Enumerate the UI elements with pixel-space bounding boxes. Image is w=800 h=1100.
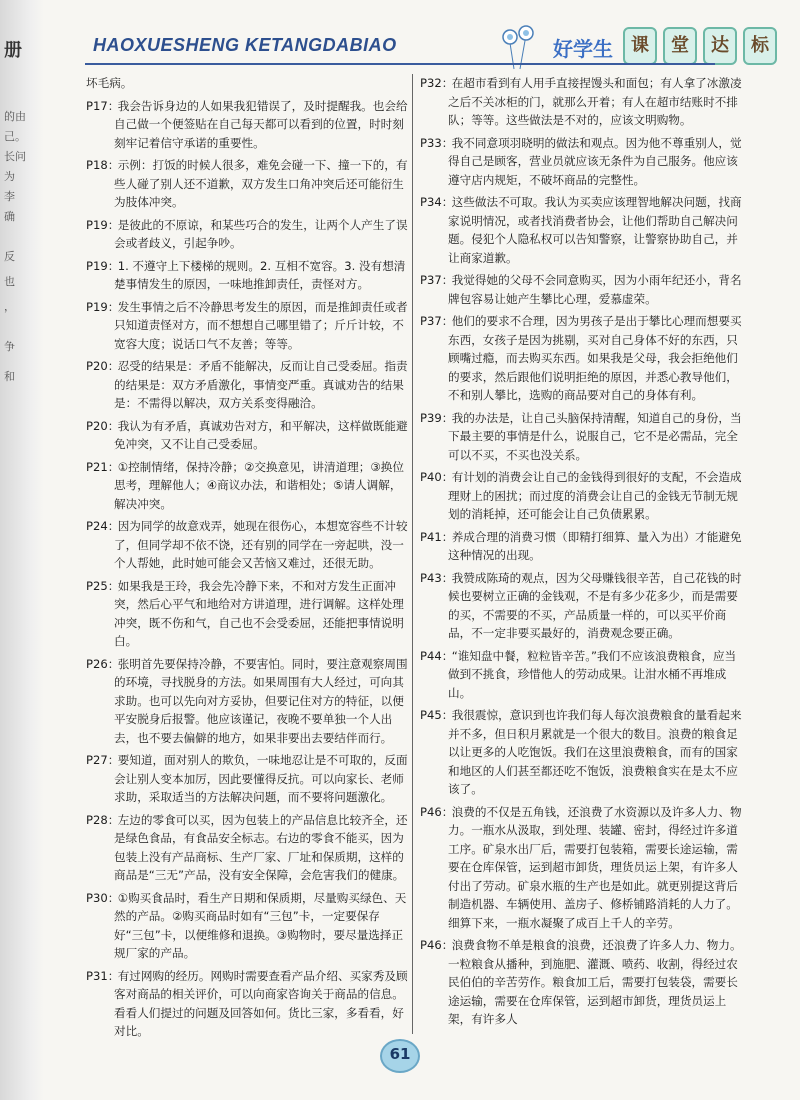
binding-fragment: 争 xyxy=(4,340,15,353)
header-badge: 达 xyxy=(703,27,737,65)
answer-text: 我的办法是，让自己头脑保持清醒，知道自己的身份，当下最主要的事情是什么，说服自己，它不是必需品，完全可以不买，不买也没关系。 xyxy=(448,410,742,462)
answer-item xyxy=(420,409,742,465)
answer-item xyxy=(420,134,742,190)
answer-item xyxy=(420,569,742,643)
answer-page-ref: P34： xyxy=(420,195,454,209)
answer-text: 我觉得她的父母不会同意购买，因为小雨年纪还小，背名牌包容易让她产生攀比心理，爱慕虚荣。 xyxy=(448,273,742,306)
answer-text: 有过网购的经历。网购时需要查看产品介绍、买家秀及顾客对商品的相关评价，可以向商家咨询关于商品的信息。看看人们提过的问题及回答如何。货比三家，多看看，好对比。 xyxy=(114,968,408,1038)
answer-page-ref: P44： xyxy=(420,648,454,663)
answer-text: 有计划的消费会让自己的金钱得到很好的支配，不会造成理财上的困扰；而过度的消费会让自己的金钱无节制无规划的消耗掉，还可能会让自己负债累累。 xyxy=(448,470,742,521)
header-badge: 堂 xyxy=(663,27,697,65)
answer-text: 我赞成陈琦的观点，因为父母赚钱很辛苦，自己花钱的时候也要树立正确的金钱观，不是有多少花多少，而是需要的买，不需要的不买，产品质量一样的，可以买平价商品，不一定非要买最好的，消费观念要正确。 xyxy=(448,570,742,640)
answer-item xyxy=(86,889,408,963)
answer-text: 1. 不遵守上下楼梯的规则。2. 互相不宽容。3. 没有想清楚事情发生的原因，一味地推卸责任，责怪对方。 xyxy=(114,258,406,291)
answer-page-ref: P40： xyxy=(420,470,454,484)
answer-item xyxy=(86,751,408,807)
binding-fragment: 确 xyxy=(4,210,15,223)
answer-item xyxy=(420,647,742,703)
continuation-text: 坏毛病。 xyxy=(86,76,133,90)
answer-page-ref: P17： xyxy=(86,98,120,113)
answer-text: 浪费食物不单是粮食的浪费，还浪费了许多人力、物力。一粒粮食从播种，到施肥、灌溉、喷药、收割，得经过农民伯伯的辛苦劳作。粮食加工后，需要打包装袋，需要长途运输，需要在仓库保管，运到超市卸货，理货员运上架，有许多人 xyxy=(448,938,742,1026)
answer-item xyxy=(86,97,408,153)
brand-pinyin: HAOXUESHENG KETANGDABIAO xyxy=(93,35,397,55)
header-rule xyxy=(85,63,715,65)
answer-text: 因为同学的故意戏弄，她现在很伤心，本想宽容些不计较了，但同学却不依不饶，还有别的同学在一旁起哄，没一个人帮她，此时她可能会又苦恼又难过，还很无助。 xyxy=(114,519,408,570)
answer-text: 我很震惊，意识到也许我们每人每次浪费粮食的量看起来并不多，但日积月累就是一个很大的数目。浪费的粮食足以让更多的人吃饱饭。我们在这里浪费粮食，而有的国家和地区的人们甚至都还吃不饱饭，浪费粮食实在是太不应该了。 xyxy=(448,708,742,796)
answer-item xyxy=(86,517,408,573)
answer-text: 在超市看到有人用手直接捏馒头和面包；有人拿了冰激凌之后不关冰柜的门，就那么开着；有人在超市结账时不排队；等等。这些做法是不对的，应该文明购物。 xyxy=(448,76,742,127)
binding-fragment: ， xyxy=(4,300,15,313)
answer-page-ref: P24： xyxy=(86,519,120,533)
answer-page-ref: P26： xyxy=(86,656,120,671)
answer-item xyxy=(86,156,408,212)
binding-fragment: 也 xyxy=(4,275,15,288)
answer-page-ref: P25： xyxy=(86,578,120,593)
answer-page-ref: P19： xyxy=(86,299,120,314)
page-number: 61 xyxy=(389,1045,411,1063)
answer-item xyxy=(86,417,408,454)
column-divider xyxy=(412,74,413,1034)
answer-item xyxy=(86,655,408,748)
answer-page-ref: P46： xyxy=(420,804,454,819)
answer-page-ref: P18： xyxy=(86,158,120,172)
answer-text: 他们的要求不合理，因为男孩子是出于攀比心理而想要买东西，女孩子是因为挑剔，买对自己身体不好的东西，只顾嘴过瘾，而去购买东西。如果我是父母，我会拒绝他们的要求，然后跟他们说明拒绝的原因，并悉心教导他们，不和别人攀比，选购的商品要对自己的身体有利。 xyxy=(448,314,742,402)
answer-page-ref: P20： xyxy=(86,418,120,433)
answer-text: ①控制情绪，保持冷静；②交换意见，讲清道理；③换位思考，理解他人；④商议办法，和谐相处；⑤请人调解，解决冲突。 xyxy=(114,459,404,511)
answer-text: 左边的零食可以买，因为包装上的产品信息比较齐全，还是绿色食品，有食品安全标志。右边的零食不能买，因为包装上没有产品商标、生产厂家、厂址和保质期，这样的商品是“三无”产品，没有安全保障，会危害我们的健康。 xyxy=(114,812,408,882)
answer-text: 我会告诉身边的人如果我犯错误了，及时提醒我。也会给自己做一个便签贴在自己每天都可以看到的位置，时时刻刻牢记着信守承诺的重要性。 xyxy=(114,98,408,150)
answer-item xyxy=(86,967,408,1041)
answer-text: 发生事情之后不冷静思考发生的原因，而是推卸责任或者只知道责怪对方，而不想想自己哪里错了；斤斤计较，不宽容大度；说话口气不友善；等等。 xyxy=(114,299,408,351)
answer-page-ref: P41： xyxy=(420,529,454,544)
binding-fragment: 为 xyxy=(4,170,15,183)
header-badge: 标 xyxy=(743,27,777,65)
answer-text: 浪费的不仅是五角钱，还浪费了水资源以及许多人力、物力。一瓶水从汲取，到处理、装罐、密封，得经过许多道工序。矿泉水出厂后，需要打包装箱，需要长途运输，需要在仓库保管，运到超市卸货，理货员运上架，有许多人付出了劳动。矿泉水瓶的生产也是如此。就更别提这背后制造机器、车辆使用、盖房子、修桥铺路消耗的人力了。细算下来，一瓶水凝聚了成百上千人的辛劳。 xyxy=(448,804,742,930)
answer-item xyxy=(86,577,408,651)
answer-item xyxy=(86,298,408,354)
binding-fragment: 和 xyxy=(4,370,15,383)
answer-item xyxy=(420,468,742,524)
answer-item xyxy=(420,312,742,405)
answer-text: 张明首先要保持冷静，不要害怕。同时，要注意观察周围的环境，寻找脱身的方法。如果周围有大人经过，可向其求助。也可以先向对方妥协，但要记住对方的特征，以便平安脱身后报警。他应该谨记，夜晚不要单独一个人出去，也不要去偏僻的地方，如果非要出去要结伴而行。 xyxy=(114,656,408,745)
right-column xyxy=(420,74,742,1033)
slogan-title: 好学生 xyxy=(553,37,613,61)
page-number-badge xyxy=(378,1035,422,1075)
header-badge: 课 xyxy=(623,27,657,65)
answer-text: 是彼此的不原谅，和某些巧合的发生，让两个人产生了误会或者歧义，引起争吵。 xyxy=(114,217,408,250)
answer-text: ①购买食品时，看生产日期和保质期，尽量购买绿色、天然的产品。②购买商品时如有“三包”卡，一定要保存好“三包”卡，以便维修和退换。③购物时，要尽量选择正规厂家的产品。 xyxy=(114,890,407,960)
binding-fragment: 己。 xyxy=(4,130,26,143)
answer-text: 忍受的结果是：矛盾不能解决，反而让自己受委屈。指责的结果是：双方矛盾激化，事情变严重。真诚劝告的结果是：不需得以解决，双方关系变得融洽。 xyxy=(114,359,408,410)
answer-item xyxy=(86,216,408,253)
answer-text: 示例：打饭的时候人很多，难免会碰一下、撞一下的，有些人碰了别人还不道歉，双方发生口角冲突后还可能衍生为肢体冲突。 xyxy=(114,158,408,209)
answer-page-ref: P32： xyxy=(420,76,454,90)
answer-page-ref: P43： xyxy=(420,570,454,585)
binding-fragment: 反 xyxy=(4,250,15,263)
answer-text: 这些做法不可取。我认为买卖应该理智地解决问题，找商家说明情况，或者找消费者协会，让他们帮助自己解决问题。侵犯个人隐私权可以告知警察，让警察协助自己，并让商家道歉。 xyxy=(448,195,742,265)
answer-item xyxy=(86,811,408,885)
answer-page-ref: P20： xyxy=(86,359,120,373)
answer-page-ref: P39： xyxy=(420,410,454,425)
answer-page-ref: P45： xyxy=(420,708,454,722)
answer-item xyxy=(86,458,408,514)
answer-page-ref: P27： xyxy=(86,753,120,767)
answer-page-ref: P30： xyxy=(86,890,120,905)
answer-page-ref: P46： xyxy=(420,938,454,952)
binding-fragment: 的由 xyxy=(4,110,26,123)
answer-page-ref: P19： xyxy=(86,258,120,273)
answer-text: 养成合理的消费习惯（即精打细算、量入为出）才能避免这种情况的出现。 xyxy=(448,529,742,562)
answer-page-ref: P33： xyxy=(420,135,454,150)
answer-text: 我认为有矛盾，真诚劝告对方，和平解决，这样做既能避免冲突，又不让自己受委屈。 xyxy=(114,418,408,451)
answer-item xyxy=(86,257,408,294)
answer-item xyxy=(420,803,742,933)
answer-text: 我不同意项羽晓明的做法和观点。因为他不尊重别人，觉得自己是顾客，营业员就应该无条件为自己服务。他应该遵守店内规矩，不破坏商品的完整性。 xyxy=(448,135,742,187)
answer-item xyxy=(420,706,742,799)
answer-page-ref: P37： xyxy=(420,314,454,328)
answer-item xyxy=(420,193,742,267)
answer-text: 要知道，面对别人的欺负，一味地忍让是不可取的，反面会让别人变本加厉，因此要懂得反抗。可以向家长、老师求助，采取适当的方法解决问题，而不要将问题激化。 xyxy=(114,753,408,804)
answer-page-ref: P31： xyxy=(86,968,120,983)
answer-item xyxy=(420,936,742,1029)
answer-text: 如果我是王玲，我会先冷静下来，不和对方发生正面冲突，然后心平气和地给对方讲道理，进行调解。这样处理冲突，既不伤和气，自己也不会受委屈，还能把事情说明白。 xyxy=(114,578,404,648)
binding-fragment: 长问 xyxy=(4,150,26,163)
prev-page-fragment: 册 xyxy=(4,40,22,61)
binding-fragment: 李 xyxy=(4,190,15,203)
answer-text: “谁知盘中餐，粒粒皆辛苦。”我们不应该浪费粮食，应当做到不挑食，珍惜他人的劳动成果。让泔水桶不再堆成山。 xyxy=(448,648,737,700)
answer-page-ref: P28： xyxy=(86,812,120,827)
answer-item xyxy=(420,271,742,308)
answer-page-ref: P37： xyxy=(420,273,454,287)
page-binding-edge xyxy=(0,0,44,1100)
answer-page-ref: P19： xyxy=(86,217,120,232)
answer-page-ref: P21： xyxy=(86,459,120,474)
left-column xyxy=(86,74,408,1045)
answer-item xyxy=(86,357,408,413)
answer-item xyxy=(420,528,742,565)
answer-item xyxy=(420,74,742,130)
